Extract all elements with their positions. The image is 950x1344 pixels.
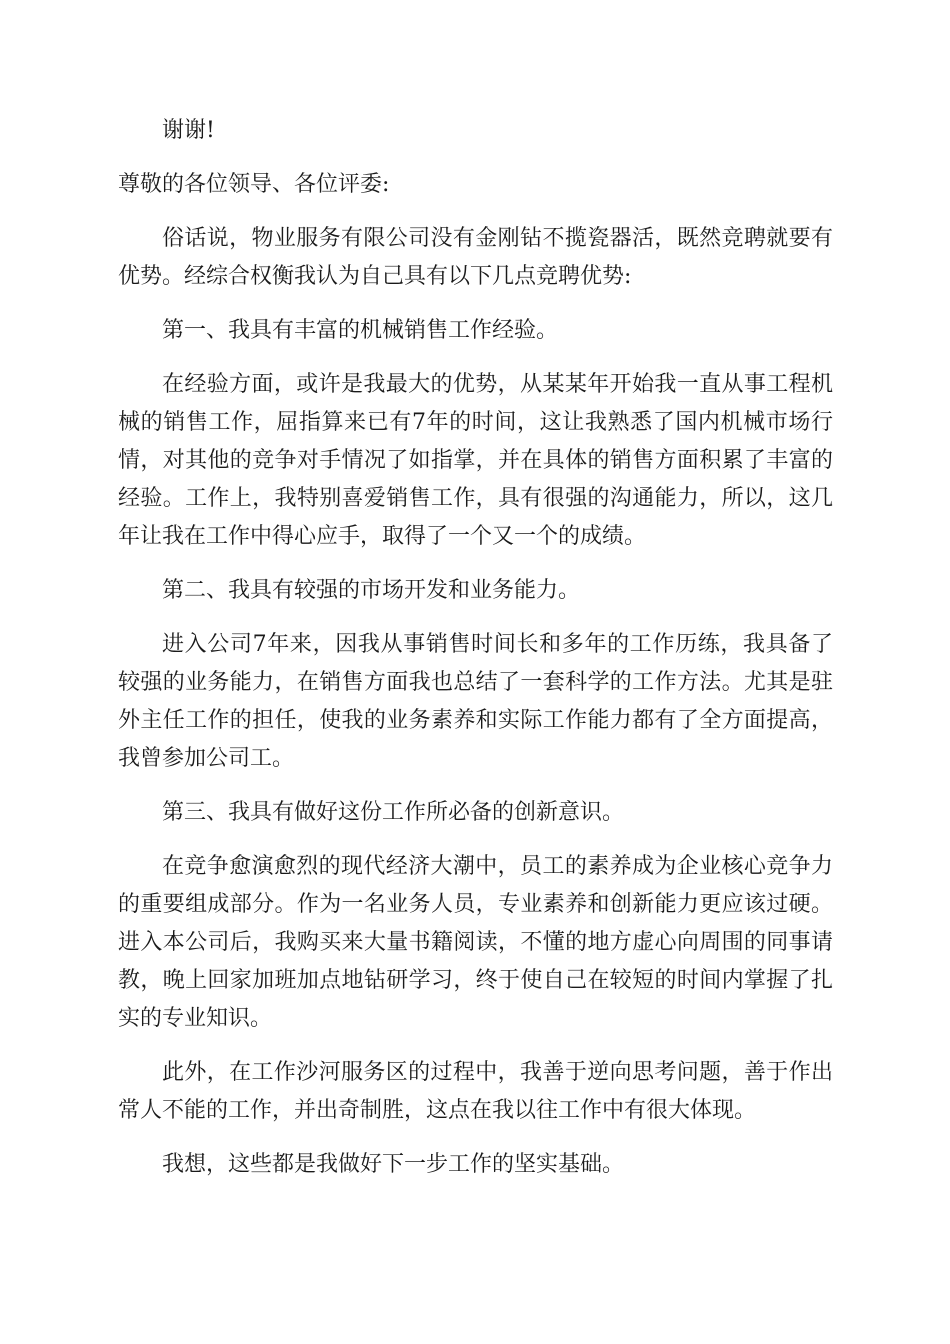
- closing-thanks: 谢谢!: [162, 118, 215, 143]
- additional-paragraph: 此外，在工作沙河服务区的过程中，我善于逆向思考问题，善于作出常人不能的工作，并出奇制胜，这点在我以往工作中有很大体现。: [118, 1060, 833, 1123]
- point-one-body: 在经验方面，或许是我最大的优势，从某某年开始我一直从事工程机械的销售工作，屈指算来已有7年的时间，这让我熟悉了国内机械市场行情，对其他的竞争对手情况了如指掌，并在具体的销售方面积累了丰富的经验。工作上，我特别喜爱销售工作，具有很强的沟通能力，所以，这几年让我在工作中得心应手，取得了一个又一个的成绩。: [118, 372, 833, 549]
- intro-paragraph: 俗话说，物业服务有限公司没有金刚钻不揽瓷器活，既然竞聘就要有优势。经综合权衡我认为自己具有以下几点竞聘优势:: [118, 226, 833, 289]
- salutation: 尊敬的各位领导、各位评委:: [118, 172, 390, 197]
- point-three-body: 在竞争愈演愈烈的现代经济大潮中，员工的素养成为企业核心竞争力的重要组成部分。作为一名业务人员，专业素养和创新能力更应该过硬。进入本公司后，我购买来大量书籍阅读，不懂的地方虚心向周围的同事请教，晚上回家加班加点地钻研学习，终于使自己在较短的时间内掌握了扎实的专业知识。: [118, 854, 833, 1031]
- point-one-heading: 第一、我具有丰富的机械销售工作经验。: [162, 318, 559, 343]
- point-three-heading: 第三、我具有做好这份工作所必备的创新意识。: [162, 800, 625, 825]
- conclusion-paragraph: 我想，这些都是我做好下一步工作的坚实基础。: [162, 1152, 625, 1177]
- document-body: [118, 112, 833, 1200]
- point-two-heading: 第二、我具有较强的市场开发和业务能力。: [162, 578, 581, 603]
- point-two-body: 进入公司7年来，因我从事销售时间长和多年的工作历练，我具备了较强的业务能力，在销售方面我也总结了一套科学的工作方法。尤其是驻外主任工作的担任，使我的业务素养和实际工作能力都有了全方面提高，我曾参加公司工。: [118, 632, 833, 771]
